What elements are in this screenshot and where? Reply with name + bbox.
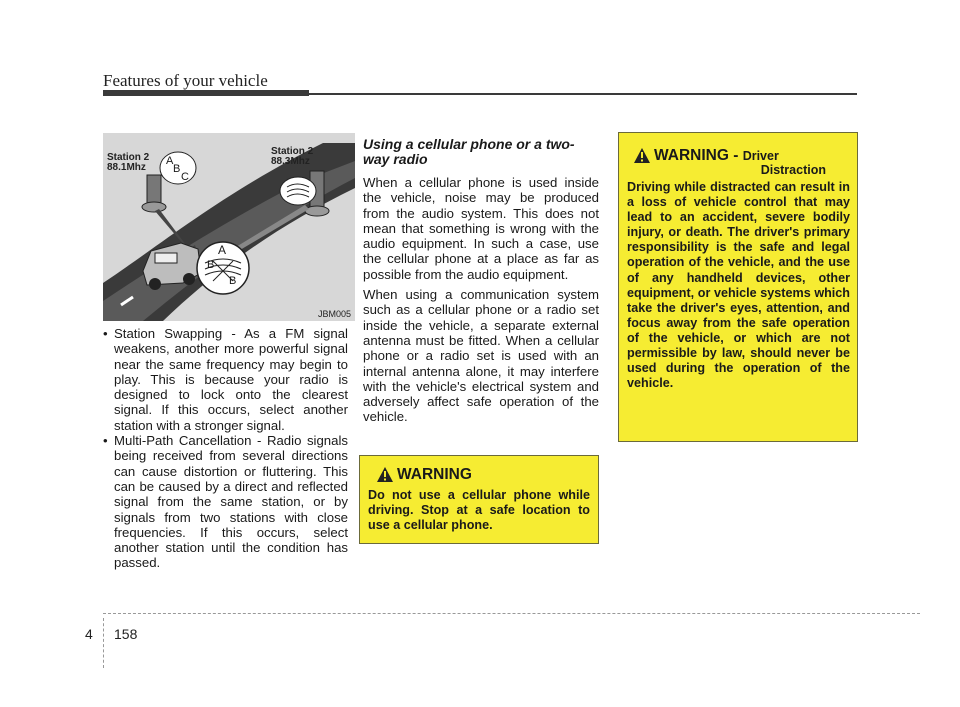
left-station-freq: 88.1Mhz [107,162,146,173]
warning-header [633,147,850,177]
right-station-freq: 88.3Mhz [271,156,310,167]
header-title: Features of your vehicle [103,71,268,90]
warning-subtitle-line2: Distraction [760,163,826,177]
zoom-letter-a: A [218,243,227,257]
bullet-list [103,326,348,571]
tower-left [147,175,161,205]
bullet-text: Station Swapping - As a FM signal weakens, another more powerful signal near the same frequency may begin to play. This is because your radio is designed to lock onto the clearest signal. If this occurs, select another station with a stronger signal. [114,326,348,433]
warning-header [376,466,590,483]
warning-triangle-icon [376,466,394,483]
bullet-text: Multi-Path Cancellation - Radio signals being received from several directions can cause distortion or fluttering. This can be caused by a direct and reflected signal from the same station, or by signals from two stations with close frequencies. If this occurs, select another station until the condition has passed. [114,433,348,571]
left-station-name: Station 2 [107,152,150,163]
signal-bubble-right [280,177,316,205]
tower-left-base [142,202,166,212]
bubble-letter-c: C [181,171,189,183]
section-paragraph: When a cellular phone is used inside the vehicle, noise may be produced from the audio system. This does not mean that something is wrong with the audio equipment. In such a case, use the cellular phone at a place as far as possible from the audio equipment. [363,175,599,282]
left-station-label [107,153,149,173]
warning-title: WARNING - [654,147,743,164]
warning-subtitle [743,147,826,177]
section-heading: Using a cellular phone or a two-way radio [363,136,575,167]
zoom-letter-b: B [207,259,215,271]
section-paragraph: When using a communication system such as a cellular phone or a radio set inside the vehicle, a separate external antenna must be fitted. When a cellular phone or a radio set is used with an internal antenna alone, it may interfere with the vehicle's electrical system and adversely affect safe operation of the vehicle. [363,287,599,425]
header-rule [309,93,857,95]
header-bar [103,90,309,96]
warning-triangle-icon [633,147,651,164]
radio-reception-illustration [103,133,355,321]
cellular-section [363,137,599,430]
footer-divider [103,618,104,668]
bullet-marker: • [103,433,108,449]
warning-body: Do not use a cellular phone while driving. Stop at a safe location to use a cellular phone. [368,488,590,533]
warning-box-cellular [359,455,599,544]
right-station-label [271,147,313,167]
warning-title: WARNING [397,466,472,483]
bubble-letter-a: A [166,155,174,167]
warning-box-distraction [618,132,858,442]
tower-right-base [305,206,329,216]
warning-body: Driving while distracted can result in a loss of vehicle control that may lead to an accident, severe bodily injury, or death. The driver's primary responsibility is the safe and legal operation of the vehicle, and the use of any handheld devices, other equipment, or vehicle systems which take the driver's eyes, attention, and focus away from the safe operation of the vehicle, or which are not permissible by law, should never be used during the operation of the vehicle. [627,180,850,391]
figure-code: JBM005 [317,309,351,319]
list-item [103,433,348,571]
zoom-letter-b2: B [229,275,237,287]
bubble-letter-b: B [173,163,181,175]
chapter-number: 4 [85,626,93,642]
warning-subtitle-line1: Driver [742,149,779,163]
footer-rule [103,613,920,614]
list-item [103,326,348,433]
page-number: 158 [114,626,138,642]
bullet-marker: • [103,326,108,341]
right-station-name: Station 2 [271,146,314,157]
